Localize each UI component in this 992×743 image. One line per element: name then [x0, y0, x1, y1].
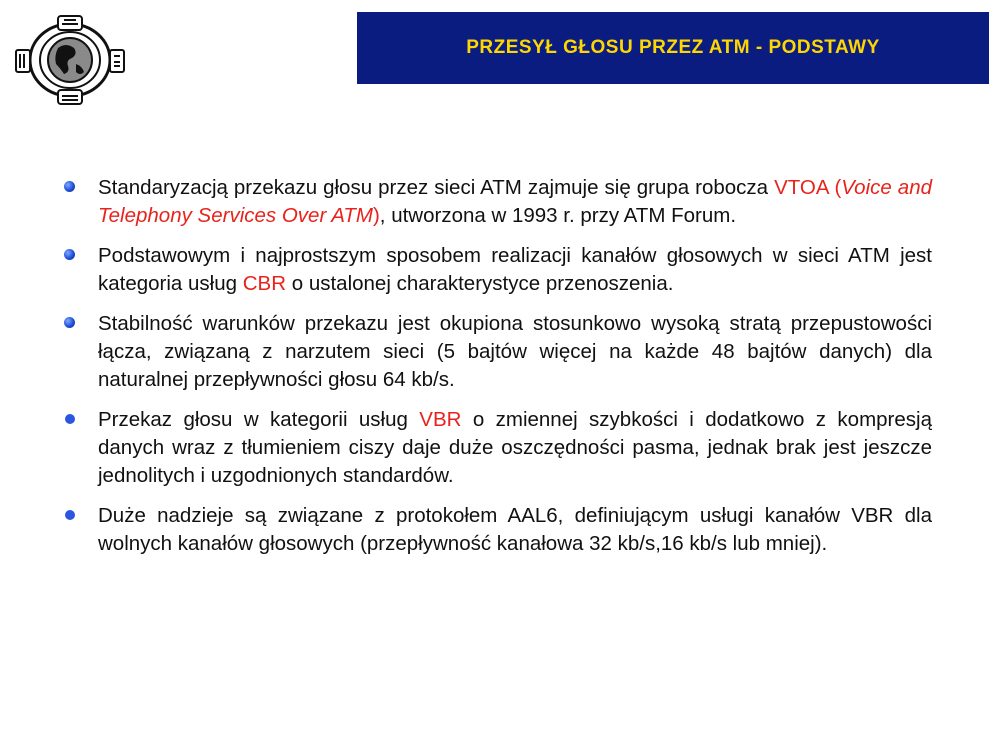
- list-item: Duże nadzieje są związane z protokołem AAL6, definiującym usługi kanałów VBR dla wolnych kanałów głosowych (przepływność kanałowa 32 kb/s,16 kb/s lub mniej).: [62, 502, 932, 558]
- list-item: Przekaz głosu w kategorii usług VBR o zmiennej szybkości i dodatkowo z kompresją danych wraz z tłumieniem ciszy daje duże oszczędności pasma, jednak brak jest jeszcze jednolitych i uzgodnionych standardów.: [62, 406, 932, 490]
- title-bar: [357, 12, 989, 84]
- sphere-bullet-icon: [64, 181, 75, 192]
- dot-bullet-icon: [65, 414, 75, 424]
- page-title: PRZESYŁ GŁOSU PRZEZ ATM - PODSTAWY: [466, 37, 880, 58]
- sphere-bullet-icon: [64, 317, 75, 328]
- list-item: Podstawowym i najprostszym sposobem realizacji kanałów głosowych w sieci ATM jest kategoria usług CBR o ustalonej charakterystyce przenoszenia.: [62, 242, 932, 298]
- list-item: Standaryzacją przekazu głosu przez sieci ATM zajmuje się grupa robocza VTOA (Voice and Telephony Services Over ATM), utworzona w 1993 r. przy ATM Forum.: [62, 174, 932, 230]
- list-item: Stabilność warunków przekazu jest okupiona stosunkowo wysoką stratą przepustowości łącza, związaną z narzutem sieci (5 bajtów więcej na każde 48 bajtów danych) dla naturalnej przepływności głosu 64 kb/s.: [62, 310, 932, 394]
- sphere-bullet-icon: [64, 249, 75, 260]
- bullet-list: [62, 174, 932, 570]
- dot-bullet-icon: [65, 510, 75, 520]
- globe-network-logo-icon: [14, 12, 126, 108]
